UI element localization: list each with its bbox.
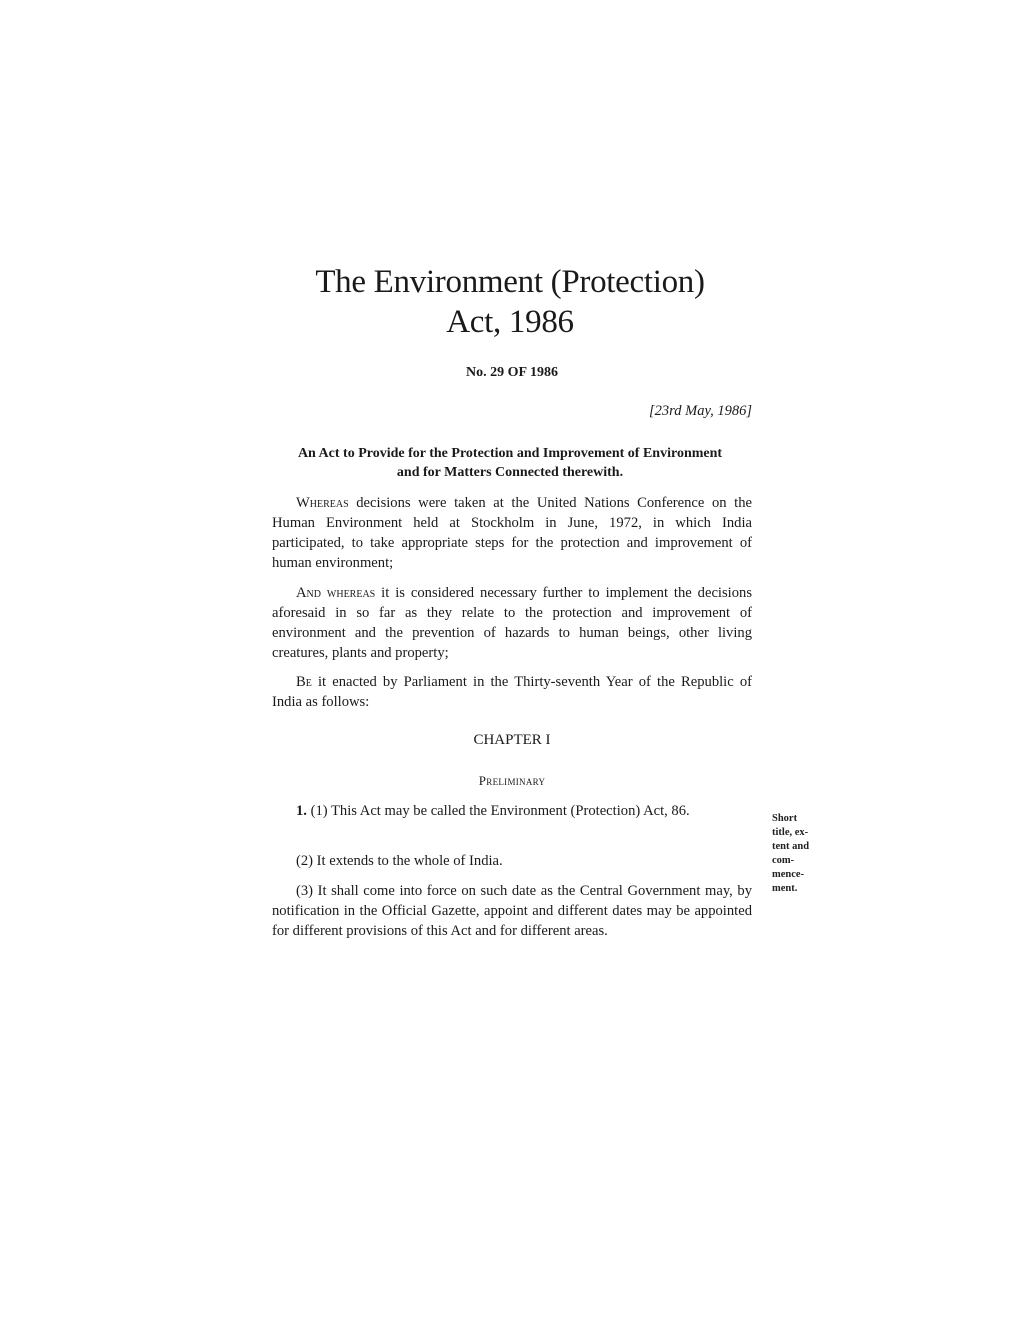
section-1-subsection-2 — [272, 851, 752, 871]
section-1-subsection-2-text: (2) It extends to the whole of India. — [296, 853, 503, 869]
section-1-subsection-1-text: (1) This Act may be called the Environment (Protection) Act, 86. — [306, 803, 690, 819]
margin-note-line: com- — [772, 855, 795, 866]
section-1-subsection-3 — [272, 881, 752, 941]
preamble-lead-whereas: Whereas — [296, 495, 349, 511]
margin-note — [772, 812, 832, 896]
section-1-subsection-3-text: (3) It shall come into force on such date as the Central Government may, by notification in the Official Gazette, appoint and different dates may be appointed for different provisions of this Act and for different areas. — [272, 883, 752, 939]
preamble-paragraph-2 — [272, 583, 752, 663]
act-title-line-2: Act, 1986 — [446, 304, 574, 340]
margin-note-line: title, ex- — [772, 827, 809, 838]
preamble-text-1: decisions were taken at the United Nations Conference on the Human Environment held at Stockholm in June, 1972, in which India participated, to take appropriate steps for the protection and improvement of human environment; — [272, 495, 752, 571]
long-title-line-1: An Act to Provide for the Protection and Improvement of Environment — [297, 446, 723, 461]
section-1-subsection-1 — [272, 801, 752, 821]
preamble-paragraph-3 — [272, 672, 752, 712]
act-date: [23rd May, 1986] — [649, 403, 752, 419]
preamble-paragraph-1 — [272, 493, 752, 573]
margin-note-line: Short — [772, 813, 798, 824]
section-number: 1. — [296, 803, 307, 819]
margin-note-line: tent and — [772, 841, 810, 852]
long-title-line-2: and for Matters Connected therewith. — [396, 465, 624, 480]
preamble-lead-be: Be — [296, 674, 312, 690]
act-title-line-1: The Environment (Protection) — [315, 264, 705, 300]
preamble-lead-and-whereas: And whereas — [296, 585, 376, 601]
preamble-text-2: it is considered necessary further to implement the decisions aforesaid in so far as they relate to the protection and improvement of environment and the prevention of hazards to human beings, other living creatures, plants and property; — [272, 585, 752, 661]
act-title — [230, 262, 790, 342]
margin-note-line: ment. — [772, 883, 798, 894]
chapter-heading: CHAPTER I — [473, 732, 551, 748]
act-number: No. 29 OF 1986 — [465, 365, 559, 380]
long-title — [268, 444, 752, 482]
margin-note-line: mence- — [772, 869, 805, 880]
chapter-subheading: Preliminary — [478, 773, 546, 788]
preamble-text-3: it enacted by Parliament in the Thirty-seventh Year of the Republic of India as follows: — [272, 674, 752, 710]
